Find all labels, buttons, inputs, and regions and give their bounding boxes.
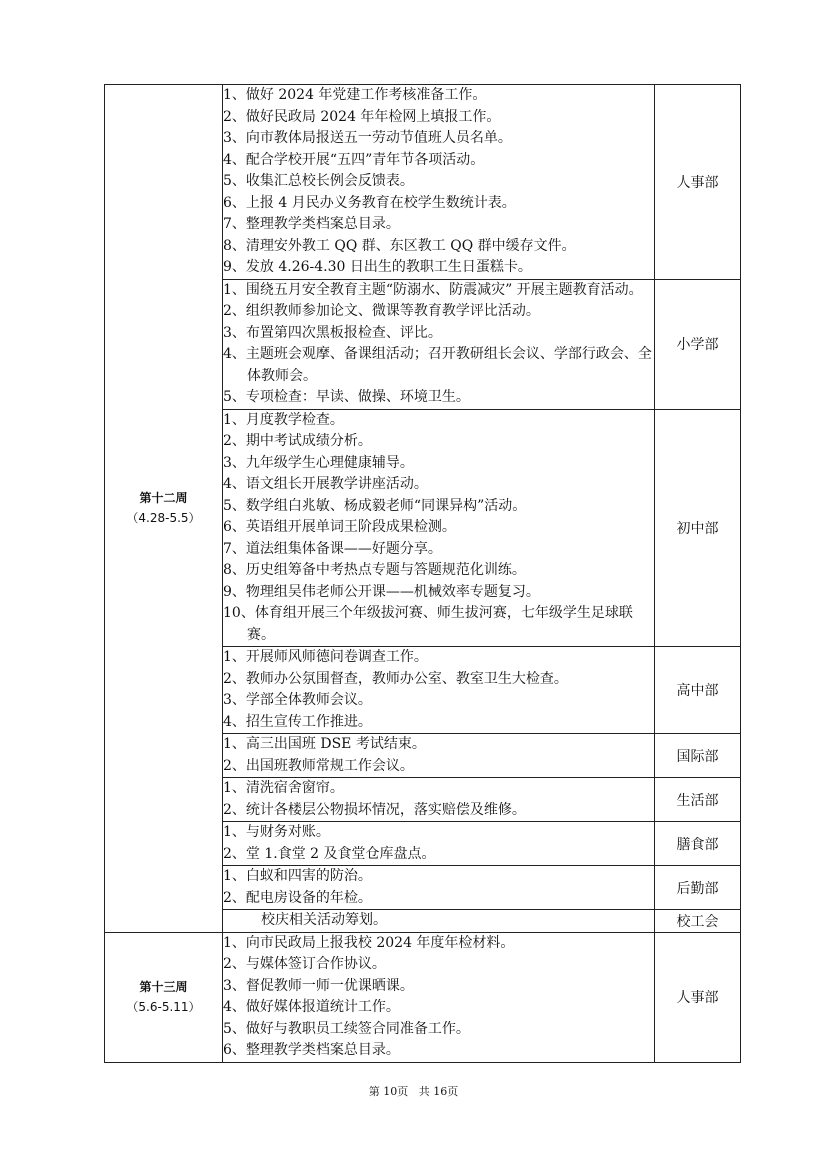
task-item: 3、向市教体局报送五一劳动节值班人员名单。 — [223, 130, 512, 146]
task-item: 1、白蚁和四害的防治。 — [223, 868, 372, 884]
department-name: 人事部 — [655, 85, 741, 280]
task-item: 2、统计各楼层公物损坏情况，落实赔偿及维修。 — [223, 801, 526, 818]
task-item: 4、配合学校开展“五四”青年节各项活动。 — [223, 151, 485, 168]
task-item: 5、做好与教职员工续签合同准备工作。 — [223, 1020, 470, 1037]
week-range: （5.6-5.11） — [126, 1000, 201, 1014]
task-item: 校庆相关活动筹划。 — [261, 912, 387, 928]
page-footer — [0, 1083, 827, 1099]
task-item: 2、堂 1.食堂 2 及食堂仓库盘点。 — [223, 845, 436, 862]
schedule-row — [105, 85, 741, 280]
task-list — [223, 822, 655, 866]
task-item: 1、围绕五月安全教育主题“防溺水、防震减灾” 开展主题教育活动。 — [223, 281, 643, 298]
task-item: 7、道法组集体备课——好题分享。 — [223, 540, 442, 557]
department-name: 生活部 — [655, 778, 741, 822]
task-item: 6、上报 4 月民办义务教育在校学生数统计表。 — [223, 194, 516, 211]
schedule-body — [105, 85, 741, 1063]
task-item: 1、与财务对账。 — [223, 824, 330, 840]
task-list — [223, 279, 655, 409]
task-list — [223, 734, 655, 778]
task-item: 6、整理教学类档案总目录。 — [223, 1042, 400, 1058]
task-item: 1、月度教学检查。 — [223, 411, 344, 428]
task-list — [223, 910, 655, 933]
department-name: 小学部 — [655, 279, 741, 409]
task-item: 1、高三出国班 DSE 考试结束。 — [223, 736, 426, 752]
task-item: 5、数学组白兆敏、杨成毅老师“同课异构”活动。 — [223, 497, 527, 514]
department-name: 国际部 — [655, 734, 741, 778]
task-item: 8、清理安外教工 QQ 群、东区教工 QQ 群中缓存文件。 — [223, 237, 576, 254]
task-item: 4、语文组长开展教学讲座活动。 — [223, 476, 428, 492]
schedule-row — [105, 932, 741, 1062]
department-name: 人事部 — [655, 932, 741, 1062]
task-item: 1、开展师风师德问卷调查工作。 — [223, 649, 428, 665]
task-item: 2、组织教师参加论文、微课等教育教学评比活动。 — [223, 303, 540, 319]
task-item: 6、英语组开展单词王阶段成果检测。 — [223, 519, 456, 535]
task-item: 3、九年级学生心理健康辅导。 — [223, 454, 414, 471]
task-item: 3、学部全体教师会议。 — [223, 692, 372, 708]
task-item: 10、体育组开展三个年级拔河赛、师生拔河赛，七年级学生足球联赛。 — [223, 605, 633, 643]
task-item: 2、期中考试成绩分析。 — [223, 433, 372, 449]
department-name: 校工会 — [655, 910, 741, 933]
week-name: 第十二周 — [139, 491, 188, 506]
task-list — [223, 778, 655, 822]
week-cell — [105, 932, 223, 1062]
task-list — [223, 647, 655, 734]
task-item: 2、配电房设备的年检。 — [223, 889, 372, 906]
task-item: 1、清洗宿舍窗帘。 — [223, 780, 344, 796]
department-name: 后勤部 — [655, 866, 741, 910]
task-item: 2、做好民政局 2024 年年检网上填报工作。 — [223, 108, 501, 125]
task-item: 3、布置第四次黑板报检查、评比。 — [223, 324, 442, 341]
task-item: 2、出国班教师常规工作会议。 — [223, 757, 414, 774]
department-name: 膳食部 — [655, 822, 741, 866]
task-item: 5、收集汇总校长例会反馈表。 — [223, 173, 414, 189]
schedule-table — [104, 84, 741, 1063]
week-range: （4.28-5.5） — [126, 511, 201, 526]
task-item: 3、督促教师一师一优课晒课。 — [223, 977, 414, 994]
task-item: 4、做好媒体报道统计工作。 — [223, 999, 400, 1015]
task-item: 4、招生宣传工作推进。 — [223, 713, 372, 730]
department-name: 初中部 — [655, 409, 741, 647]
task-item: 5、专项检查：早读、做操、环境卫生。 — [223, 389, 470, 405]
task-list — [223, 932, 655, 1062]
page-number: 第 10页 — [368, 1085, 409, 1098]
task-list — [223, 85, 655, 280]
task-item: 2、教师办公氛围督查，教师办公室、教室卫生大检查。 — [223, 670, 568, 687]
task-item: 4、主题班会观摩、备课组活动；召开教研组长会议、学部行政会、全体教师会。 — [223, 346, 652, 384]
week-name: 第十三周 — [139, 980, 188, 994]
task-item: 1、向市民政局上报我校 2024 年度年检材料。 — [223, 934, 515, 951]
task-list — [223, 409, 655, 647]
page-total: 共 16页 — [418, 1085, 459, 1098]
task-item: 9、物理组吴伟老师公开课——机械效率专题复习。 — [223, 583, 540, 600]
task-list — [223, 866, 655, 910]
department-name: 高中部 — [655, 647, 741, 734]
week-cell — [105, 85, 223, 933]
task-item: 7、整理教学类档案总目录。 — [223, 216, 400, 232]
task-item: 9、发放 4.26-4.30 日出生的教职工生日蛋糕卡。 — [223, 259, 532, 275]
task-item: 1、做好 2024 年党建工作考核准备工作。 — [223, 87, 487, 103]
task-item: 2、与媒体签订合作协议。 — [223, 956, 386, 972]
task-item: 8、历史组筹备中考热点专题与答题规范化训练。 — [223, 562, 526, 578]
